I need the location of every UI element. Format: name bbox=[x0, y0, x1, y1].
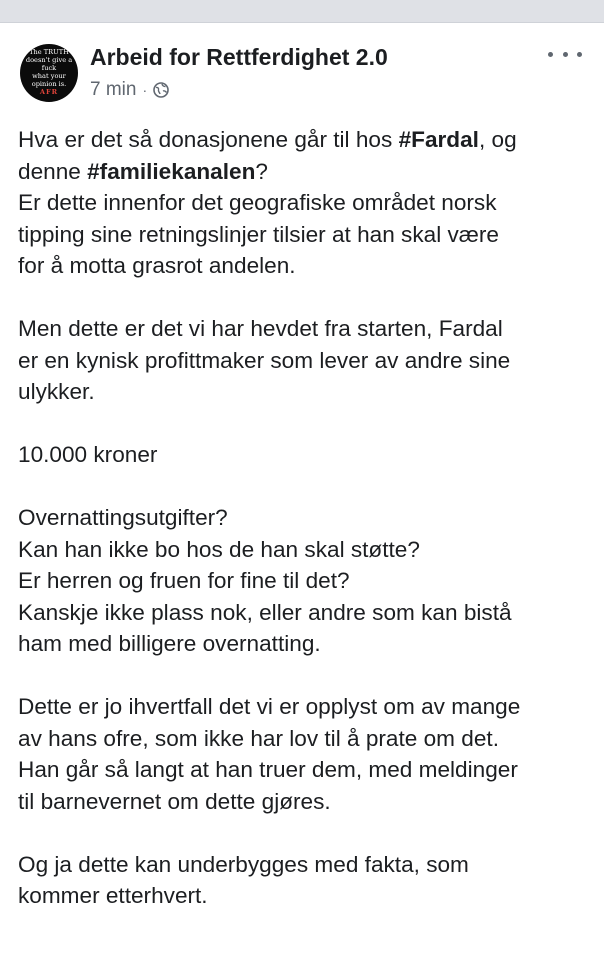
avatar-line: The TRUTH bbox=[29, 48, 69, 56]
dot-icon bbox=[563, 52, 568, 57]
text-line: ham med billigere overnatting. bbox=[18, 631, 321, 656]
paragraph bbox=[18, 313, 594, 408]
text-line: Overnattingsutgifter? bbox=[18, 505, 228, 530]
text-line: Kanskje ikke plass nok, eller andre som kan bistå bbox=[18, 599, 512, 625]
post-header bbox=[0, 22, 604, 118]
text-line: Han går så langt at han truer dem, med meldinger bbox=[18, 757, 518, 782]
text-segment: , og bbox=[478, 127, 517, 152]
post-time[interactable]: 7 min bbox=[90, 79, 137, 100]
text-line: for å motta grasrot andelen. bbox=[18, 253, 296, 278]
page-name[interactable]: Arbeid for Rettferdighet 2.0 bbox=[90, 44, 388, 70]
paragraph bbox=[18, 849, 594, 912]
avatar[interactable] bbox=[20, 44, 78, 102]
avatar-initials: AFR bbox=[39, 88, 59, 96]
text-line: Men dette er det vi har hevdet fra starten, Fardal bbox=[18, 316, 503, 341]
text-segment: Hva er det så donasjonene går til hos bbox=[18, 127, 399, 152]
text-segment: denne bbox=[18, 158, 88, 184]
text-segment: ? bbox=[255, 158, 268, 184]
more-options-icon[interactable] bbox=[548, 44, 582, 64]
paragraph bbox=[18, 502, 594, 660]
post-body bbox=[18, 124, 594, 943]
text-line: er en kynisk profittmaker som lever av andre sine bbox=[18, 347, 511, 373]
text-line: ulykker. bbox=[18, 379, 95, 404]
text-line: Er dette innenfor det geografiske området norsk bbox=[18, 190, 497, 215]
text-line bbox=[18, 124, 594, 156]
avatar-line: fuck bbox=[41, 64, 57, 72]
text-line: Kan han ikke bo hos de han skal støtte? bbox=[18, 536, 420, 562]
text-line: til barnevernet om dette gjøres. bbox=[18, 788, 331, 814]
dot-icon bbox=[577, 52, 582, 57]
paragraph bbox=[18, 124, 594, 282]
post-meta bbox=[90, 78, 169, 102]
avatar-line: what your bbox=[32, 72, 66, 80]
avatar-line: opinion is. bbox=[31, 80, 67, 88]
text-line: Dette er jo ihvertfall det vi er opplyst om av mange bbox=[18, 694, 521, 719]
paragraph bbox=[18, 439, 594, 471]
top-bar bbox=[0, 0, 604, 23]
text-line: av hans ofre, som ikke har lov til å prate om det. bbox=[18, 725, 499, 751]
text-line: 10.000 kroner bbox=[18, 442, 158, 467]
text-line: tipping sine retningslinjer tilsier at han skal være bbox=[18, 221, 499, 247]
avatar-line: doesn't give a bbox=[25, 56, 73, 64]
text-line bbox=[18, 156, 594, 188]
text-line: Og ja dette kan underbygges med fakta, som bbox=[18, 851, 469, 877]
paragraph bbox=[18, 691, 594, 817]
text-line: Er herren og fruen for fine til det? bbox=[18, 568, 350, 593]
hashtag-link[interactable]: #familiekanalen bbox=[87, 158, 256, 184]
avatar-logo-text bbox=[20, 48, 78, 96]
meta-separator: · bbox=[142, 82, 148, 98]
globe-icon[interactable] bbox=[153, 82, 169, 98]
text-line: kommer etterhvert. bbox=[18, 883, 208, 908]
dot-icon bbox=[548, 52, 553, 57]
hashtag-link[interactable]: #Fardal bbox=[398, 127, 479, 152]
